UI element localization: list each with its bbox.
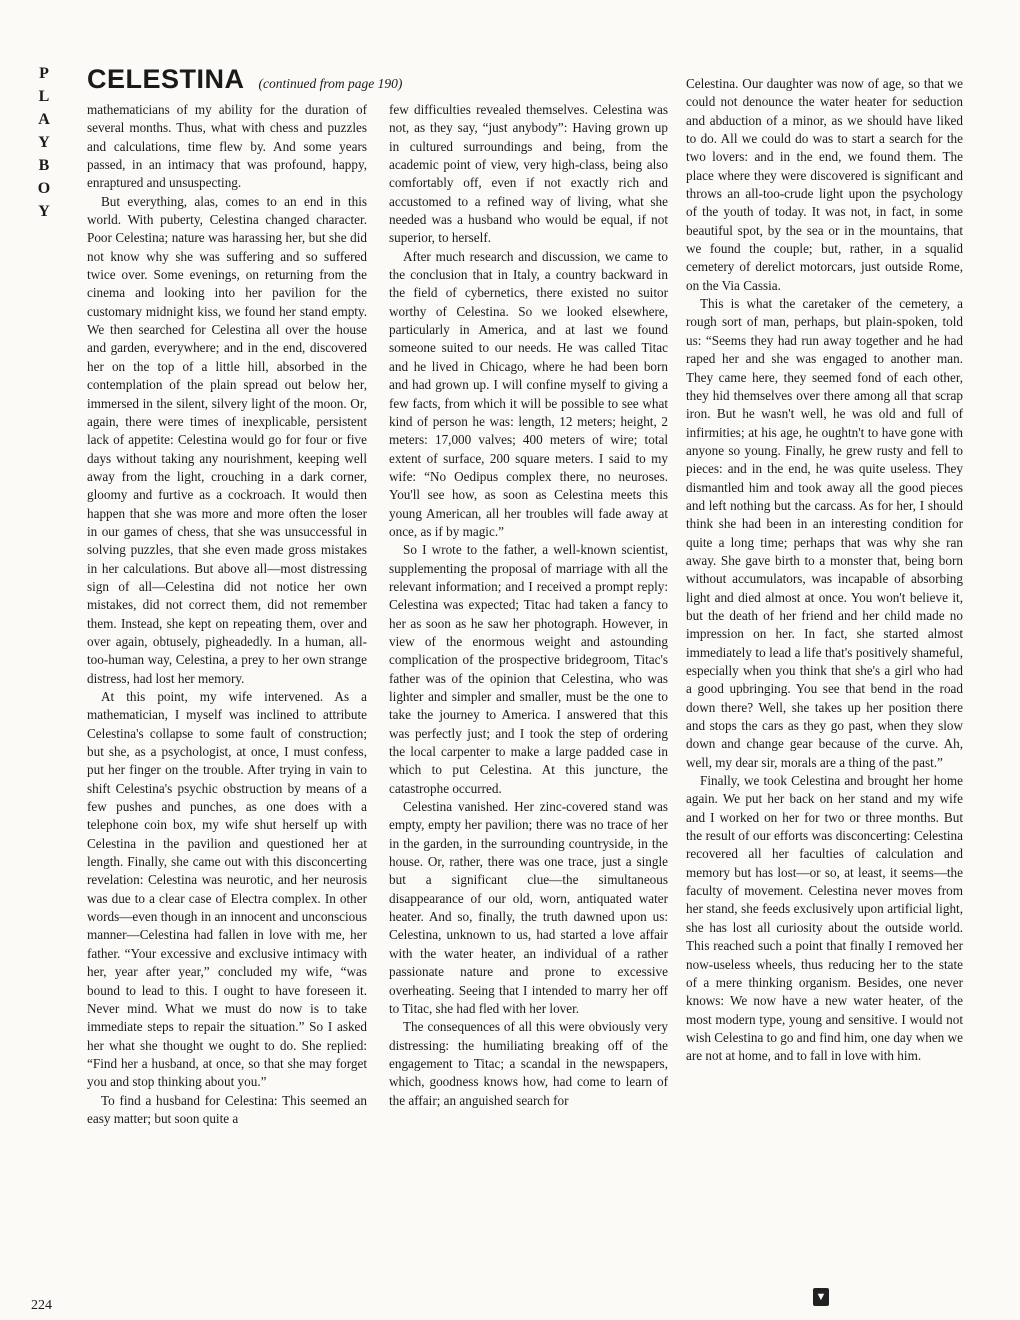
paragraph: mathematicians of my ability for the duration of several months. Thus, what with chess and puzzles and calculations, time flew by. And some years passed, in an intimacy that was profound, happy, enraptured and unsuspecting. bbox=[87, 102, 367, 191]
paragraph: Celestina vanished. Her zinc-covered stand was empty, empty her pavilion; there was no trace of her in the garden, in the surrounding countryside, in the house. Or, rather, there was one trace, just a single but a significant clue—the simultaneous disappearance of our old, worn, antiquated water heater. And so, finally, the truth dawned upon us: Celestina, unknown to us, had started a love affair with the water heater, an individual of a rather passionate nature and prone to excessive overheating. Seeing that I intended to marry her off to Titac, she had fled with her lover. bbox=[389, 799, 668, 1016]
page-number: 224 bbox=[31, 1298, 52, 1313]
text-column-1 bbox=[87, 101, 367, 1128]
masthead-letter: A bbox=[38, 111, 50, 128]
paragraph: After much research and discussion, we came to the conclusion that in Italy, a country backward in the field of cybernetics, there existed no suitor worthy of Celestina. So we looked elsewhere, particularly in America, and at last we found someone suited to our needs. He was called Titac and he lived in Chicago, where he had been born and had grown up. I will confine myself to giving a few facts, from which it will be possible to see what kind of person he was: length, 12 meters; height, 2 meters: 17,000 valves; 400 meters of wire; total extent of surface, 200 square meters. I said to my wife: “No Oedipus complex there, no neuroses. You'll see how, as soon as Celestina meets this young American, all her troubles will fade away at once, as if by magic.” bbox=[389, 248, 668, 539]
paragraph: But everything, alas, comes to an end in this world. With puberty, Celestina changed character. Poor Celestina; nature was harassing her, but she did not know why she was suffering and so suffered twice over. Some evenings, on returning from the cinema and looking into her pavilion for the customary midnight kiss, we found her stand empty. We then searched for Celestina all over the house and garden, everywhere; and in the end, discovered her on the top of a little hill, absorbed in the contemplation of the plain spread out below her, immersed in the silent, silvery light of the moon. Or, again, there were times of inexplicable, persistent lack of appetite: Celestina would go for four or five days without taking any nourishment, keeping well away from the light, crouching in a dark corner, gloomy and furtive as a cockroach. It would then happen that she was more and more often the loser in our games of chess, that she was unsuccessful in solving puzzles, that she even made gross mistakes in her calculations. But above all—most distressing sign of all—Celestina did not notice her own mistakes, did not correct them, did not remember them. Instead, she kept on repeating them, over and over again, obtusely, pigheadedly. In a human, all-too-human way, Celestina, a prey to her own strange distress, had lost her memory. bbox=[87, 193, 367, 686]
rabbit-head-icon: ▼ bbox=[813, 1288, 829, 1306]
masthead-letter: Y bbox=[38, 203, 50, 220]
masthead-letter: Y bbox=[38, 134, 50, 151]
article-headline bbox=[87, 64, 402, 95]
masthead-letter: O bbox=[37, 180, 51, 197]
paragraph: Celestina. Our daughter was now of age, so that we could not denounce the water heater for seduction and abduction of a minor, as we should have liked to do. All we could do was to start a search for the two lovers: and in the end, we found them. The place where they were discovered is significant and throws an all-too-crude light upon the psychology of the youth of today. It was not, in fact, in some beautiful spot, by the sea or in the mountains, that we found the couple; but, rather, in a squalid cemetery of derelict motorcars, just outside Rome, on the Via Cassia. bbox=[686, 76, 963, 293]
paragraph: So I wrote to the father, a well-known scientist, supplementing the proposal of marriage with all the relevant information; and I received a prompt reply: Celestina was expected; Titac had taken a fancy to her as soon as he saw her photograph. However, in view of the enormous weight and astounding complication of the prospective bridegroom, Titac's father was of the opinion that Celestina, who was lighter and simpler and smaller, must be the one to take the journey to America. I answered that this was perfectly just; and I took the step of ordering the local carpenter to make a large padded case in which to put Celestina. At this juncture, the catastrophe occurred. bbox=[389, 542, 668, 796]
text-column-2 bbox=[389, 101, 668, 1110]
paragraph: The consequences of all this were obviously very distressing: the humiliating breaking off of the engagement to Titac; a scandal in the newspapers, which, goodness knows how, had come to learn of the affair; an anguished search for bbox=[389, 1019, 668, 1108]
paragraph: At this point, my wife intervened. As a mathematician, I myself was inclined to attribute Celestina's collapse to some fault of construction; but she, as a psychologist, at once, I must confess, put her finger on the trouble. After trying in vain to shift Celestina's psychic obstruction by means of a few pushes and punches, as one does with a telephone coin box, my wife shut herself up with Celestina in the pavilion and questioned her at length. Finally, she came out with this disconcerting revelation: Celestina was neurotic, and her neurosis was due to a clear case of Electra complex. In other words—even though in an innocent and unconscious manner—Celestina had fallen in love with me, her father. “Your excessive and exclusive intimacy with her, year after year,” concluded my wife, “was bound to lead to this. I ought to have foreseen it. Never mind. What we must do now is to take immediate steps to repair the situation.” So I asked her what she thought we ought to do. She replied: “Find her a husband, at once, so that she may forget you and stop thinking about you.” bbox=[87, 689, 367, 1090]
paragraph: Finally, we took Celestina and brought her home again. We put her back on her stand and my wife and I worked on her for two or three months. But the result of our efforts was disconcerting: Celestina recovered all her faculties of calculation and memory but has lost—or so, at least, it seems—the faculty of movement. Celestina never moves from her stand, she feeds exclusively upon artificial light, she has lost all curiosity about the outside world. This reached such a point that finally I removed her now-useless wheels, thus reducing her to the state of a mere thinking organism. Besides, one never knows: We now have a new water heater, of the most modern type, young and sensitive. I would not wish Celestina to go and find him, one day when we are not at home, and to fall in love with him. bbox=[686, 773, 963, 1064]
article-title: CELESTINA bbox=[87, 64, 245, 94]
masthead-letter: P bbox=[39, 65, 49, 82]
paragraph: few difficulties revealed themselves. Celestina was not, as they say, “just anybody”: Having grown up in cultured surroundings and being, from the academic point of view, very high-class, being also comfortably off, even if not exactly rich and accustomed to a refined way of living, what she needed was a husband who would be equal, if not superior, to herself. bbox=[389, 102, 668, 246]
masthead-letter: B bbox=[38, 157, 50, 174]
paragraph: To find a husband for Celestina: This seemed an easy matter; but soon quite a bbox=[87, 1092, 367, 1126]
continued-note: (continued from page 190) bbox=[258, 76, 403, 91]
masthead-letter: L bbox=[38, 88, 50, 105]
paragraph: This is what the caretaker of the cemetery, a rough sort of man, perhaps, but plain-spoken, told us: “Seems they had run away together and he had raped her and she was engaged to another man. They came here, they seemed fond of each other, they hid themselves over there among all that scrap iron. But he wasn't well, he was old and full of infirmities; at his age, he oughtn't to have gone with anyone so young. Finally, he grew rusty and fell to pieces: and in the end, he was quite useless. They dismantled him and took away all the good pieces and left nothing but the carcass. As for her, I should think she had been in an interesting condition for quite a long time; perhaps that was why she ran away. She gave birth to a monster that, being born without accumulators, was incapable of absorbing light and died almost at once. You won't believe it, but the death of her friend and her child made no impression on her. In fact, she started almost immediately to lead a life that's positively shameful, especially when you think that she's a girl who had a good upbringing. You see that bend in the road down there? Well, she takes up her position there and stops the cars as they go past, when they slow down and change gear because of the curve. Ah, well, my dear sir, morals are a thing of the past.” bbox=[686, 296, 963, 770]
masthead bbox=[34, 62, 54, 223]
text-column-3 bbox=[686, 75, 963, 1066]
